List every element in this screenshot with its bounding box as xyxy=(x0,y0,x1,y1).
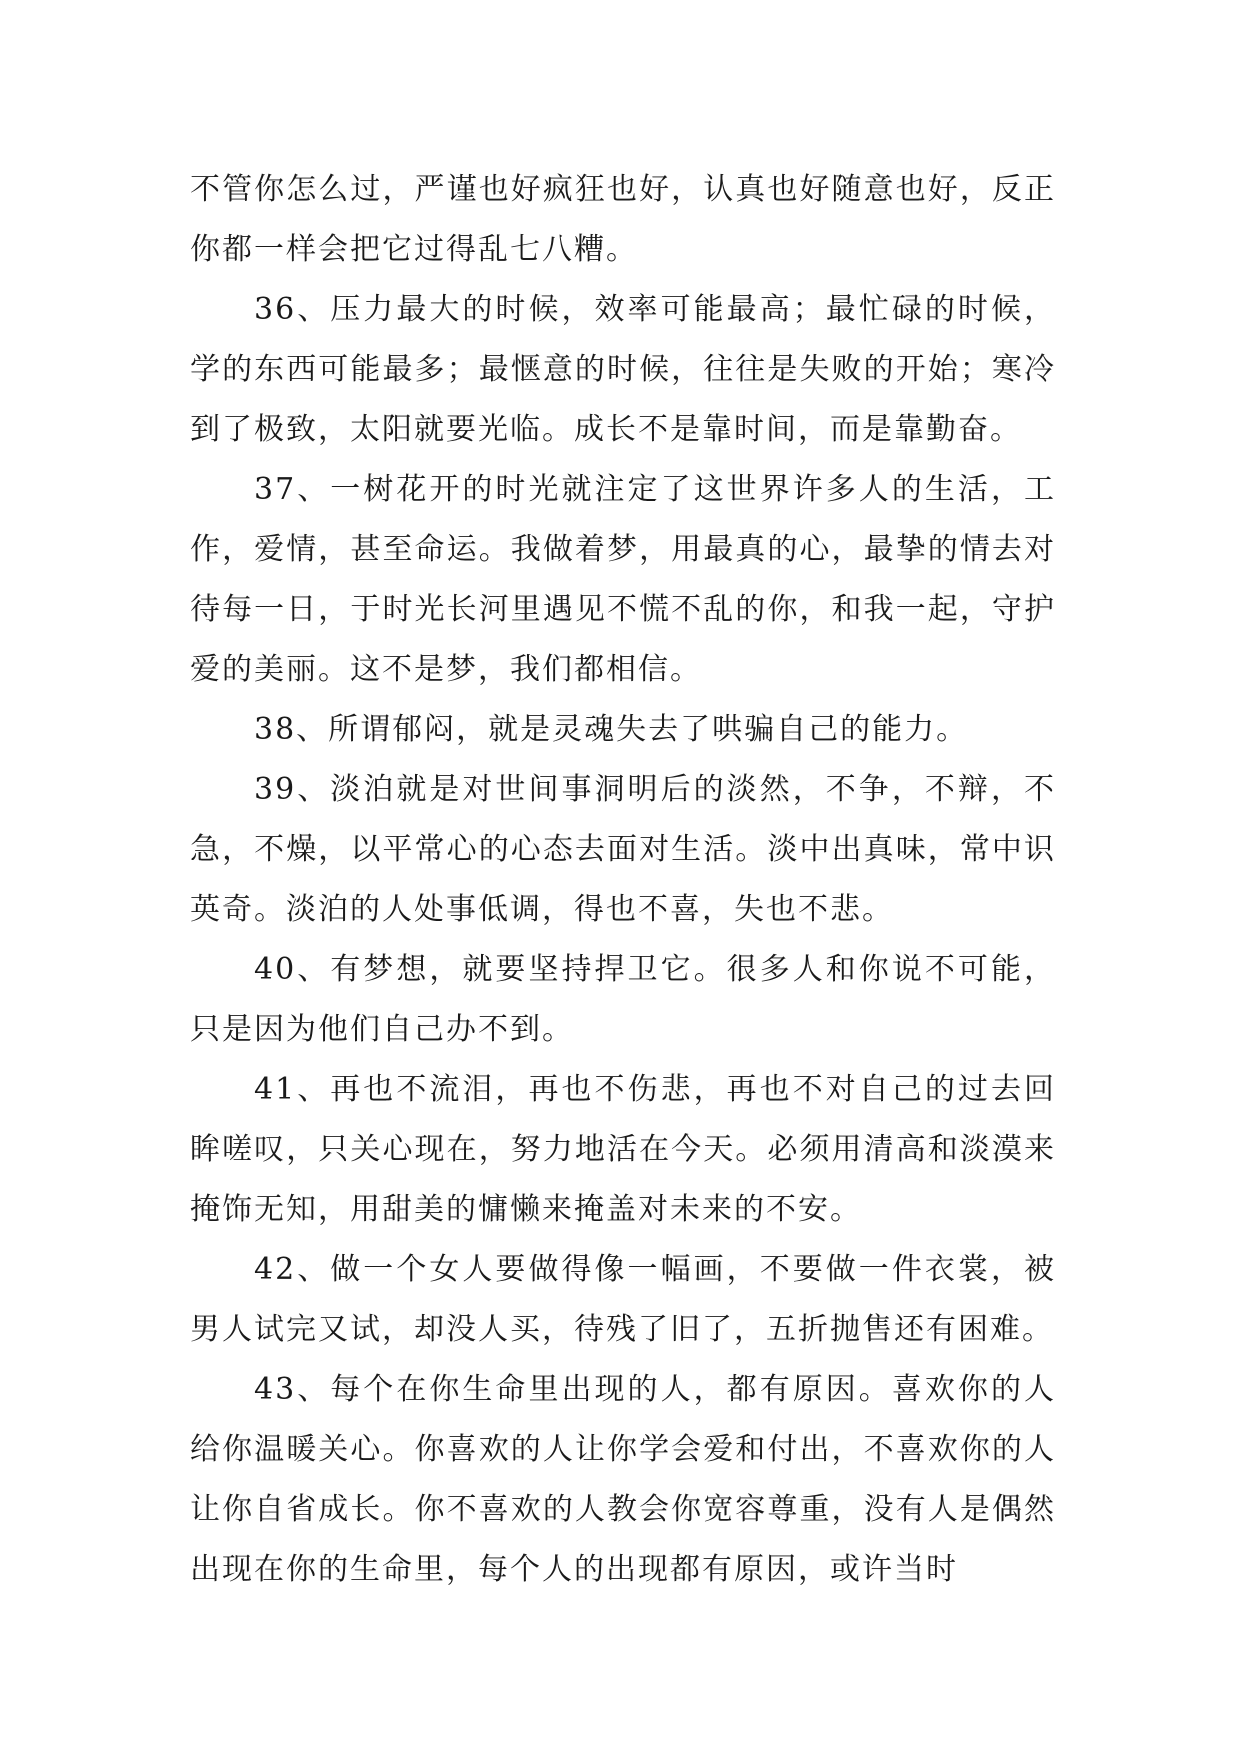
document-body xyxy=(190,160,1056,1600)
paragraph-41: 41、再也不流泪，再也不伤悲，再也不对自己的过去回眸嗟叹，只关心现在，努力地活在今天。必须用清高和淡漠来掩饰无知，用甜美的慵懒来掩盖对未来的不安。 xyxy=(190,1072,1056,1227)
paragraph-37: 37、一树花开的时光就注定了这世界许多人的生活，工作，爱情，甚至命运。我做着梦，用最真的心，最挚的情去对待每一日，于时光长河里遇见不慌不乱的你，和我一起，守护爱的美丽。这不是梦，我们都相信。 xyxy=(190,472,1056,687)
paragraph-39: 39、淡泊就是对世间事洞明后的淡然，不争，不辩，不急，不燥，以平常心的心态去面对生活。淡中出真味，常中识英奇。淡泊的人处事低调，得也不喜，失也不悲。 xyxy=(190,772,1056,927)
paragraph-43: 43、每个在你生命里出现的人，都有原因。喜欢你的人给你温暖关心。你喜欢的人让你学会爱和付出，不喜欢你的人让你自省成长。你不喜欢的人教会你宽容尊重，没有人是偶然出现在你的生命里，每个人的出现都有原因，或许当时 xyxy=(190,1372,1056,1587)
paragraph-38: 38、所谓郁闷，就是灵魂失去了哄骗自己的能力。 xyxy=(254,712,969,747)
paragraph-continued: 不管你怎么过，严谨也好疯狂也好，认真也好随意也好，反正你都一样会把它过得乱七八糟。 xyxy=(190,172,1056,267)
paragraph-36: 36、压力最大的时候，效率可能最高；最忙碌的时候，学的东西可能最多；最惬意的时候，往往是失败的开始；寒冷到了极致，太阳就要光临。成长不是靠时间，而是靠勤奋。 xyxy=(190,292,1056,447)
paragraph-42: 42、做一个女人要做得像一幅画，不要做一件衣裳，被男人试完又试，却没人买，待残了旧了，五折抛售还有困难。 xyxy=(190,1252,1056,1347)
paragraph-40: 40、有梦想，就要坚持捍卫它。很多人和你说不可能，只是因为他们自己办不到。 xyxy=(190,952,1056,1047)
